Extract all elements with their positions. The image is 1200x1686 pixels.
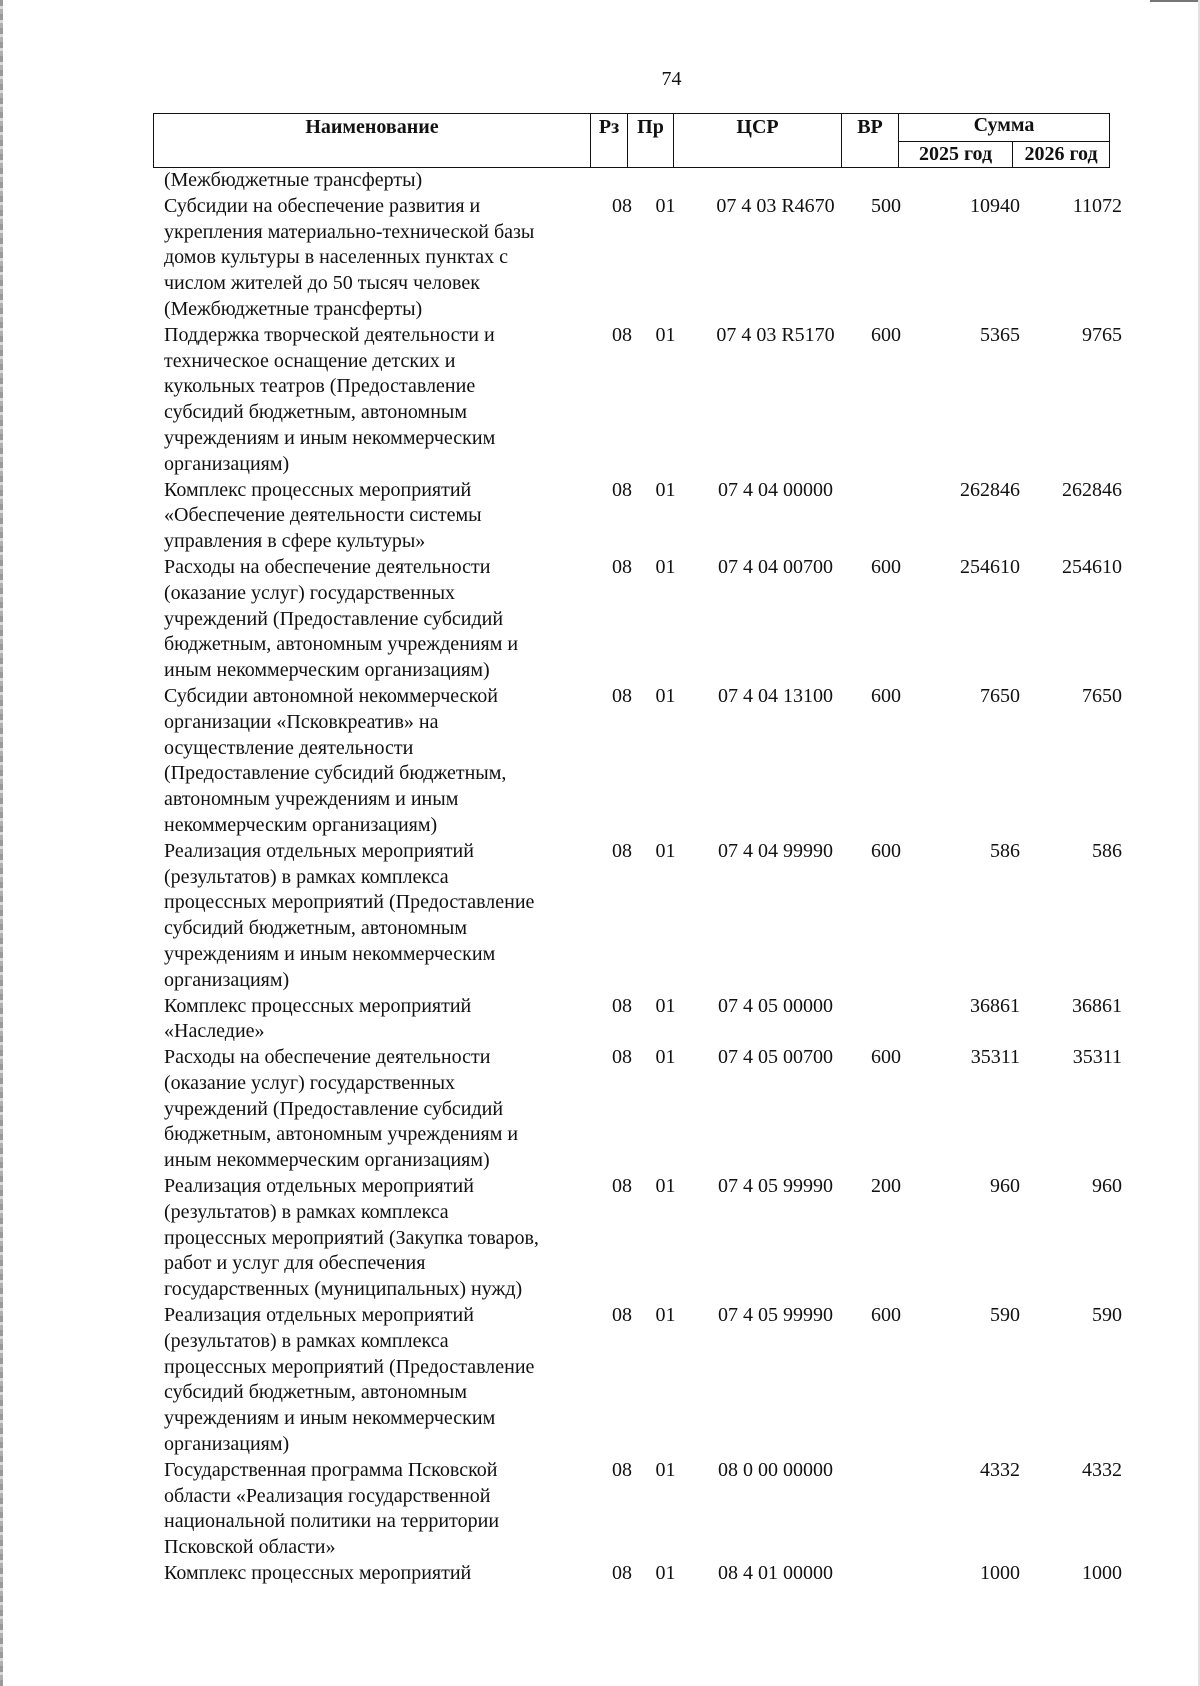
cell-sum-2025: 10940 [970, 194, 1020, 217]
cell-name: Реализация отдельных мероприятий (результатов) в рамках комплекса процессных мероприятий (Предоставление субсидий бюджетным, автономным учреждениям и иным некоммерческим организациям) [164, 839, 535, 991]
cell-sum-2026: 36861 [1072, 994, 1122, 1017]
cell-csr: 07 4 04 00000 [718, 478, 833, 501]
cell-sum-2025: 36861 [970, 994, 1020, 1017]
table-header [153, 113, 1110, 168]
cell-name: Реализация отдельных мероприятий (результатов) в рамках комплекса процессных мероприятий (Предоставление субсидий бюджетным, автономным учреждениям и иным некоммерческим организациям) [164, 1304, 535, 1456]
cell-csr: 07 4 04 13100 [718, 684, 833, 707]
cell-rz: 08 [612, 839, 632, 862]
cell-csr: 07 4 05 00000 [718, 994, 833, 1017]
page-number: 74 [661, 68, 682, 90]
cell-rz: 08 [612, 1458, 632, 1481]
cell-vr: 600 [871, 1046, 901, 1069]
cell-sum-2025: 1000 [980, 1562, 1020, 1585]
cell-pr: 01 [655, 684, 676, 707]
cell-name: Субсидии на обеспечение развития и укрепления материально-технической базы домов культуры в населенных пунктах с числом жителей до 50 тысяч человек (Межбюджетные трансферты) [164, 194, 535, 320]
cell-pr: 01 [655, 1304, 676, 1327]
cell-sum-2025: 5365 [980, 323, 1020, 346]
header-vr: ВР [842, 114, 899, 168]
cell-sum-2025: 4332 [980, 1458, 1020, 1481]
cell-sum-2025: 586 [990, 839, 1020, 862]
cell-sum-2025: 254610 [960, 555, 1020, 578]
cell-vr: 600 [871, 839, 901, 862]
cell-name: Поддержка творческой деятельности и техническое оснащение детских и кукольных театров (Предоставление субсидий бюджетным, автономным учреждениям и иным некоммерческим организациям) [164, 323, 496, 475]
table-row [164, 994, 1124, 1046]
cell-sum-2026: 35311 [1072, 1046, 1122, 1069]
cell-sum-2026: 9765 [1082, 323, 1122, 346]
table-row [164, 194, 1124, 323]
cell-sum-2026: 254610 [1062, 555, 1122, 578]
table-row [164, 684, 1124, 839]
cell-csr: 07 4 04 00700 [718, 555, 833, 578]
cell-sum-2026: 7650 [1082, 684, 1122, 707]
cell-name: Комплекс процессных мероприятий «Наследие» [164, 994, 472, 1043]
cell-name: Реализация отдельных мероприятий (результатов) в рамках комплекса процессных мероприятий (Закупка товаров, работ и услуг для обеспечения государственных (муниципальных) нужд) [164, 1175, 539, 1301]
cell-rz: 08 [612, 1175, 632, 1198]
cell-rz: 08 [612, 323, 632, 346]
cell-pr: 01 [655, 323, 676, 346]
cell-sum-2025: 960 [990, 1175, 1020, 1198]
cell-pr: 01 [655, 1458, 676, 1481]
cell-pr: 01 [655, 839, 676, 862]
cell-sum-2026: 1000 [1082, 1562, 1122, 1585]
cell-sum-2026: 590 [1092, 1304, 1122, 1327]
cell-rz: 08 [612, 555, 632, 578]
cell-csr: 08 0 00 00000 [718, 1458, 833, 1481]
cell-pr: 01 [655, 1046, 676, 1069]
cell-csr: 07 4 03 R5170 [716, 323, 835, 346]
table-row [164, 839, 1124, 994]
cell-csr: 07 4 05 99990 [718, 1304, 833, 1327]
table-row [164, 1303, 1124, 1458]
cell-sum-2025: 590 [990, 1304, 1020, 1327]
cell-sum-2025: 262846 [960, 478, 1020, 501]
cell-sum-2026: 262846 [1062, 478, 1122, 501]
cell-name: Государственная программа Псковской области «Реализация государственной национальной политики на территории Псковской области» [164, 1458, 500, 1559]
cell-csr: 07 4 03 R4670 [716, 194, 835, 217]
table-row [164, 1045, 1124, 1174]
cell-sum-2026: 586 [1092, 839, 1122, 862]
cell-sum-2026: 11072 [1072, 194, 1122, 217]
cell-pr: 01 [655, 994, 676, 1017]
table-row [164, 555, 1124, 684]
scan-edge-top [1150, 0, 1200, 2]
header-sum: Сумма [899, 114, 1110, 142]
cell-rz: 08 [612, 684, 632, 707]
cell-sum-2026: 4332 [1082, 1458, 1122, 1481]
cell-rz: 08 [612, 1562, 632, 1585]
cell-vr: 200 [871, 1175, 901, 1198]
cell-rz: 08 [612, 1046, 632, 1069]
cell-vr: 600 [871, 1304, 901, 1327]
cell-rz: 08 [612, 1304, 632, 1327]
cell-csr: 07 4 05 99990 [718, 1175, 833, 1198]
cell-pr: 01 [655, 1175, 676, 1198]
cell-name: Расходы на обеспечение деятельности (оказание услуг) государственных учреждений (Предоставление субсидий бюджетным, автономным учреждениям и иным некоммерческим организациям) [164, 1046, 519, 1172]
table-row [164, 1174, 1124, 1303]
cell-vr: 600 [871, 684, 901, 707]
cell-sum-2025: 35311 [970, 1046, 1020, 1069]
table-row [164, 478, 1124, 555]
cell-pr: 01 [655, 194, 676, 217]
cell-name: Расходы на обеспечение деятельности (оказание услуг) государственных учреждений (Предоставление субсидий бюджетным, автономным учреждениям и иным некоммерческим организациям) [164, 555, 519, 682]
cell-pr: 01 [655, 1562, 676, 1585]
cell-name: Комплекс процессных мероприятий [164, 1562, 472, 1585]
cell-csr: 07 4 05 00700 [718, 1046, 833, 1069]
cell-sum-2025: 7650 [980, 684, 1020, 707]
cell-pr: 01 [655, 478, 676, 501]
header-year-2025: 2025 год [899, 141, 1013, 168]
header-rz: Рз [591, 114, 628, 168]
table-row [164, 168, 1124, 194]
cell-rz: 08 [612, 478, 632, 501]
header-name: Наименование [154, 114, 591, 168]
table-row [164, 1458, 1124, 1561]
header-csr: ЦСР [674, 114, 842, 168]
cell-pr: 01 [655, 555, 676, 578]
cell-csr: 07 4 04 99990 [718, 839, 833, 862]
table-row [164, 1561, 1124, 1587]
cell-name: Субсидии автономной некоммерческой организации «Псковкреатив» на осуществление деятельности (Предоставление субсидий бюджетным, автономным учреждениям и иным некоммерческим организациям) [164, 684, 507, 836]
cell-name: (Межбюджетные трансферты) [164, 169, 423, 191]
table-row [164, 323, 1124, 478]
cell-csr: 08 4 01 00000 [718, 1562, 833, 1585]
scan-edge-left [0, 0, 3, 1686]
header-pr: Пр [628, 114, 674, 168]
cell-name: Комплекс процессных мероприятий «Обеспечение деятельности системы управления в сфере культуры» [164, 478, 482, 553]
cell-sum-2026: 960 [1092, 1175, 1122, 1198]
header-year-2026: 2026 год [1013, 141, 1110, 168]
cell-vr: 600 [871, 323, 901, 346]
cell-vr: 500 [871, 194, 901, 217]
cell-vr: 600 [871, 555, 901, 578]
cell-rz: 08 [612, 994, 632, 1017]
cell-rz: 08 [612, 194, 632, 217]
table-body [164, 168, 1124, 1587]
